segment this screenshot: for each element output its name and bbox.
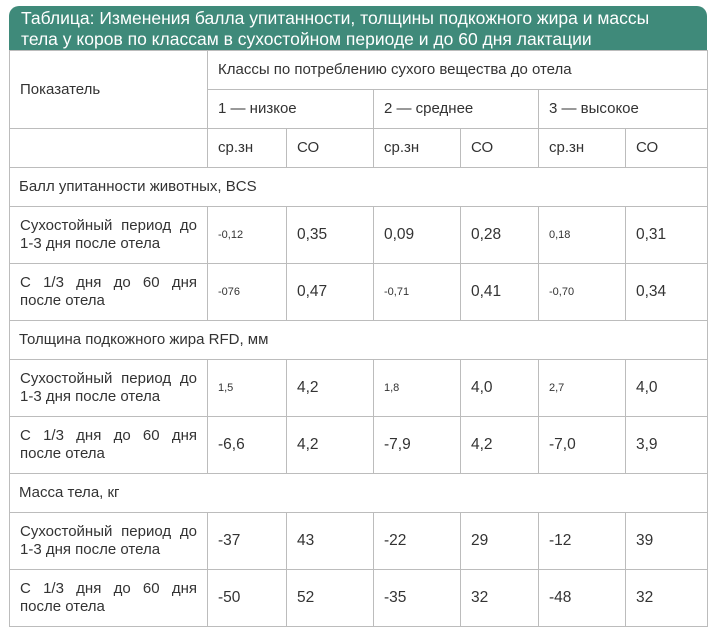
section-heading: Балл упитанности животных, BCS — [10, 168, 708, 207]
cell-sd: 3,9 — [626, 417, 708, 474]
table-title — [9, 6, 707, 50]
sub-header-sd: СО — [626, 129, 708, 168]
row-label: Сухостойный период до 1-3 дня после отела — [10, 207, 208, 264]
cell-mean: -7,0 — [539, 417, 626, 474]
cell-sd: 4,0 — [626, 360, 708, 417]
class-3-header: 3 — высокое — [539, 90, 708, 129]
cell-sd: 4,2 — [287, 417, 374, 474]
cell-sd: 32 — [461, 570, 539, 627]
cell-sd: 0,47 — [287, 264, 374, 321]
cell-mean: -7,9 — [374, 417, 461, 474]
cell-sd: 0,28 — [461, 207, 539, 264]
cell-sd: 0,41 — [461, 264, 539, 321]
indicator-header: Показатель — [10, 51, 208, 129]
table-title-line-2: тела у коров по классам в сухостойном периоде и до 60 дня лактации — [21, 29, 592, 49]
row-label: С 1/3 дня до 60 дня после отела — [10, 570, 208, 627]
sub-header-sd: СО — [287, 129, 374, 168]
class-2-header: 2 — среднее — [374, 90, 539, 129]
sub-header-mean: ср.зн — [208, 129, 287, 168]
table-title-line-1: Таблица: Изменения балла упитанности, толщины подкожного жира и массы — [21, 8, 650, 28]
cell-mean: -6,6 — [208, 417, 287, 474]
cell-sd: 43 — [287, 513, 374, 570]
row-label: Сухостойный период до 1-3 дня после отела — [10, 513, 208, 570]
row-label: С 1/3 дня до 60 дня после отела — [10, 264, 208, 321]
cell-sd: 0,35 — [287, 207, 374, 264]
cell-mean: -35 — [374, 570, 461, 627]
cell-mean: 0,18 — [539, 207, 626, 264]
cell-mean: 2,7 — [539, 360, 626, 417]
section-heading: Масса тела, кг — [10, 474, 708, 513]
cell-mean: 0,09 — [374, 207, 461, 264]
cell-mean: -12 — [539, 513, 626, 570]
cell-sd: 39 — [626, 513, 708, 570]
cell-mean: -37 — [208, 513, 287, 570]
cell-mean: -50 — [208, 570, 287, 627]
classes-header: Классы по потреблению сухого вещества до отела — [208, 51, 708, 90]
cell-sd: 4,0 — [461, 360, 539, 417]
sub-header-mean: ср.зн — [539, 129, 626, 168]
cell-sd: 0,31 — [626, 207, 708, 264]
cell-sd: 4,2 — [287, 360, 374, 417]
sub-header-mean: ср.зн — [374, 129, 461, 168]
cell-mean: -22 — [374, 513, 461, 570]
cell-sd: 52 — [287, 570, 374, 627]
cell-mean: -076 — [208, 264, 287, 321]
data-table — [9, 50, 708, 627]
section-heading: Толщина подкожного жира RFD, мм — [10, 321, 708, 360]
cell-mean: -0,71 — [374, 264, 461, 321]
row-label: Сухостойный период до 1-3 дня после отела — [10, 360, 208, 417]
cell-sd: 29 — [461, 513, 539, 570]
sub-header-sd: СО — [461, 129, 539, 168]
cell-mean: -0,12 — [208, 207, 287, 264]
cell-sd: 0,34 — [626, 264, 708, 321]
cell-sd: 32 — [626, 570, 708, 627]
cell-mean: 1,5 — [208, 360, 287, 417]
cell-mean: 1,8 — [374, 360, 461, 417]
cell-mean: -0,70 — [539, 264, 626, 321]
row-label: С 1/3 дня до 60 дня после отела — [10, 417, 208, 474]
cell-mean: -48 — [539, 570, 626, 627]
class-1-header: 1 — низкое — [208, 90, 374, 129]
cell-sd: 4,2 — [461, 417, 539, 474]
empty-header-cell — [10, 129, 208, 168]
